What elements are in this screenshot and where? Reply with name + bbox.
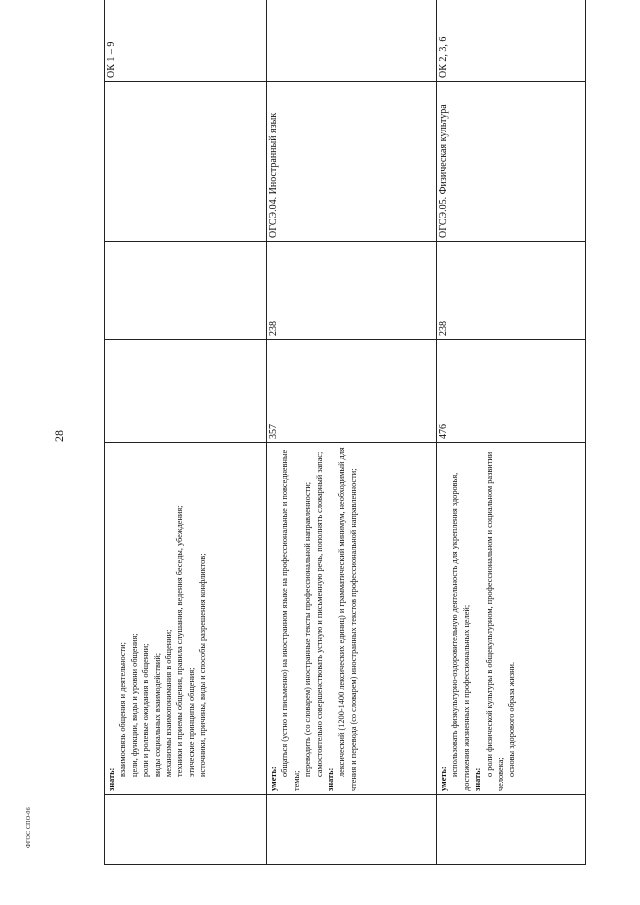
- discipline-name: ОГСЭ.04. Иностранный язык: [268, 112, 279, 238]
- list-item: взаимосвязь общения и деятельности;: [118, 642, 128, 777]
- table-cell-hours: [105, 242, 267, 340]
- table-cell-code: [437, 795, 586, 865]
- table-cell-discipline: [267, 82, 437, 242]
- list-item: самостоятельно совершенствовать устную и письменную речь, пополнять словарный запас;: [314, 451, 324, 777]
- standard-table: [104, 0, 586, 865]
- list-item: использовать физкультурно-оздоровительную деятельность для укрепления здоровья, достижения жизненных и профессиональных целей;: [450, 472, 471, 791]
- list-item: механизмы взаимопонимания в общении;: [164, 629, 174, 777]
- standard-table-container: [104, 30, 585, 865]
- umet-label: уметь:: [439, 766, 448, 791]
- list-item: виды социальных взаимодействий;: [152, 652, 162, 777]
- table-row: [105, 0, 267, 865]
- table-cell-content: [267, 443, 437, 795]
- table-cell-competencies: [105, 0, 267, 82]
- hours-value: 238: [438, 321, 449, 336]
- competencies-value: ОК 1 – 9: [106, 41, 117, 78]
- discipline-name: ОГСЭ.05. Физическая культура: [438, 104, 449, 238]
- page-number: 28: [52, 430, 66, 442]
- hours-value: 238: [268, 321, 279, 336]
- table-cell-hours: [437, 242, 586, 340]
- table-row: [437, 0, 586, 865]
- table-cell-hours: [267, 242, 437, 340]
- table-cell-competencies: [437, 0, 586, 82]
- table-cell-content: [105, 443, 267, 795]
- max-hours-value: 476: [438, 424, 449, 439]
- znat-label: знать:: [107, 767, 116, 791]
- list-item: источники, причины, виды и способы разрешения конфликтов;: [198, 553, 208, 777]
- znat-label: знать:: [473, 767, 483, 791]
- table-cell-max-hours: [437, 340, 586, 443]
- table-cell-competencies: [267, 0, 437, 82]
- table-cell-max-hours: [267, 340, 437, 443]
- list-item: техники и приемы общения, правила слушания, ведения беседы, убеждения;: [175, 505, 185, 777]
- table-cell-code: [267, 795, 437, 865]
- table-cell-discipline: [105, 82, 267, 242]
- table-cell-code: [105, 795, 267, 865]
- table-cell-max-hours: [105, 340, 267, 443]
- list-item: о роли физической культуры в общекультурном, профессиональном и социальном развитии человека;: [484, 451, 506, 791]
- list-item: этические принципы общения;: [186, 667, 196, 777]
- list-item: основы здорового образа жизни.: [507, 661, 517, 777]
- table-cell-discipline: [437, 82, 586, 242]
- umet-label: уметь:: [269, 766, 278, 791]
- list-item: цели, функции, виды и уровни общения;: [129, 633, 139, 777]
- table-row: [267, 0, 437, 865]
- list-item: переводить (со словарем) иностранные тексты профессиональной направленности;: [303, 481, 313, 777]
- list-item: лексический (1200-1400 лексических единиц) и грамматический минимум, необходимый для чтения и перевода (со словарем) иностранных текстов профессиональной направленности;: [337, 447, 358, 791]
- competencies-value: ОК 2, 3, 6: [438, 36, 449, 78]
- footer-code: ФГОС СПО-06: [26, 807, 32, 848]
- max-hours-value: 357: [268, 424, 279, 439]
- znat-label: знать:: [326, 767, 336, 791]
- list-item: роли и ролевые ожидания в общении;: [141, 643, 151, 777]
- list-item: общаться (устно и письменно) на иностранном языке на профессиональные и повседневные темы;: [280, 449, 301, 791]
- table-cell-content: [437, 443, 586, 795]
